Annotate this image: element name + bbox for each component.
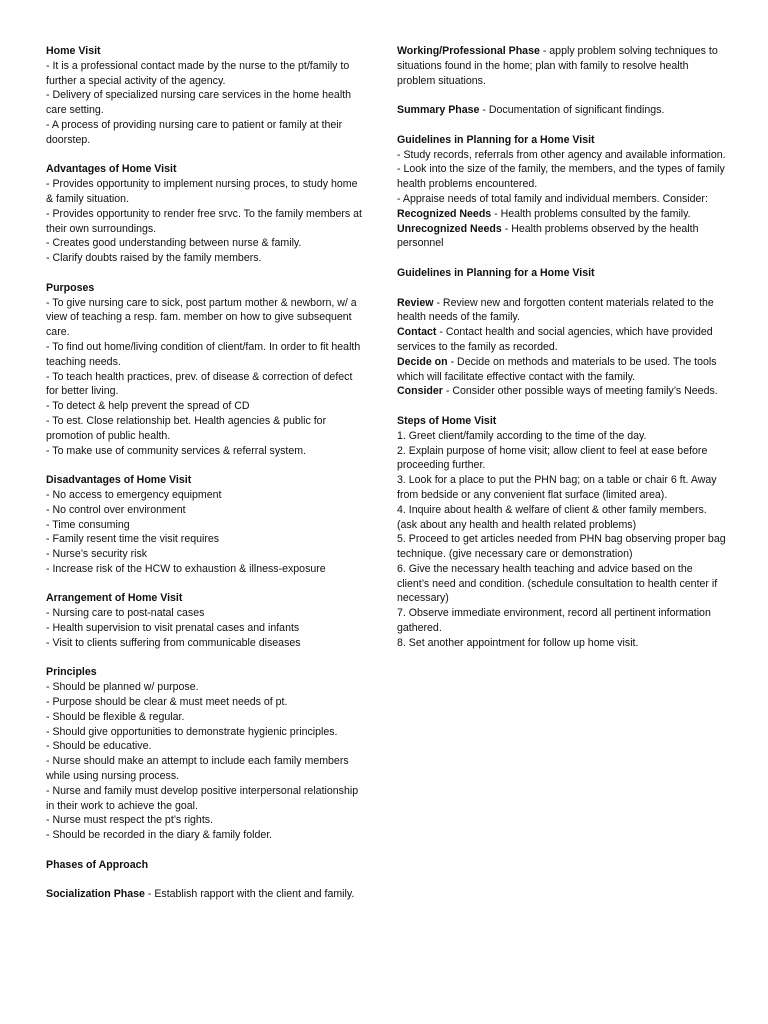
list-item: - Should give opportunities to demonstrate hygienic principles.: [46, 725, 338, 738]
list-item: - Appraise needs of total family and individual members. Consider:: [397, 192, 708, 205]
list-item: - Nurse’s security risk: [46, 548, 148, 561]
list-item: - Should be recorded in the diary & family folder.: [46, 829, 273, 842]
list-item: 3. Look for a place to put the PHN bag; on a table or chair 6 ft. Away from bedside or any convenient flat surface (limited area).: [397, 474, 717, 501]
section-steps: [397, 414, 727, 651]
section-phases: [46, 858, 364, 873]
list-item: - No access to emergency equipment: [46, 488, 222, 501]
list-item: - To teach health practices, prev. of disease & correction of defect for better living.: [46, 370, 353, 398]
section-arrangement: [46, 591, 364, 650]
recognized-needs: [397, 207, 727, 222]
guideline-decide-on: [397, 355, 727, 385]
list-item: 6. Give the necessary health teaching and advice based on the client’s need and condition. (schedule consultation to health center if necessary): [397, 562, 718, 605]
list-item: - To est. Close relationship bet. Health agencies & public for promotion of public health.: [46, 414, 327, 442]
working-phase: [397, 44, 727, 88]
term-socialization: Socialization Phase: [46, 888, 145, 901]
heading-disadvantages: Disadvantages of Home Visit: [46, 474, 192, 487]
section-guidelines-2-items: [397, 296, 727, 400]
term-decide-on: Decide on: [397, 355, 448, 368]
right-column: [397, 44, 727, 665]
section-summary: [397, 103, 727, 118]
heading-principles: Principles: [46, 666, 97, 679]
list-item: - Delivery of specialized nursing care services in the home health care setting.: [46, 89, 352, 117]
heading-arrangement: Arrangement of Home Visit: [46, 592, 183, 605]
socialization-phase: [46, 887, 364, 902]
definition-working: - apply problem solving techniques to situations found in the home; plan with family to resolve health problem situations.: [397, 45, 718, 87]
heading-phases: Phases of Approach: [46, 858, 149, 871]
heading-guidelines-2: Guidelines in Planning for a Home Visit: [397, 266, 595, 279]
list-item: - Provides opportunity to render free srvc. To the family members at their own surroundings.: [46, 207, 362, 235]
list-item: - Health supervision to visit prenatal cases and infants: [46, 622, 300, 635]
list-item: - To give nursing care to sick, post partum mother & newborn, w/ a view of teaching a resp. fam. member on how to give subsequent care.: [46, 296, 357, 339]
list-item: - Time consuming: [46, 518, 130, 531]
list-item: - To make use of community services & referral system.: [46, 444, 307, 457]
list-item: - Nurse must respect the pt’s rights.: [46, 814, 214, 827]
section-disadvantages: [46, 473, 364, 577]
left-column: [46, 44, 364, 917]
list-item: - No control over environment: [46, 503, 186, 516]
list-item: - Visit to clients suffering from communicable diseases: [46, 636, 301, 649]
list-item: - To find out home/living condition of client/fam. In order to fit health teaching needs.: [46, 340, 361, 368]
list-item: - Should be flexible & regular.: [46, 710, 185, 723]
list-item: 4. Inquire about health & welfare of client & other family members. (ask about any health and health related problems): [397, 503, 707, 531]
heading-guidelines-1: Guidelines in Planning for a Home Visit: [397, 133, 595, 146]
guideline-consider: [397, 384, 727, 399]
definition-recognized-needs: - Health problems consulted by the family.: [491, 207, 691, 220]
list-item: - Look into the size of the family, the members, and the types of family health problems encountered.: [397, 163, 725, 191]
list-item: - Study records, referrals from other agency and available information.: [397, 148, 726, 161]
term-working: Working/Professional Phase: [397, 45, 540, 57]
list-item: 7. Observe immediate environment, record all pertinent information gathered.: [397, 607, 711, 635]
list-item: - Clarify doubts raised by the family members.: [46, 252, 262, 265]
list-item: - Should be planned w/ purpose.: [46, 681, 199, 694]
definition-contact: - Contact health and social agencies, which have provided services to the family as recorded.: [397, 326, 713, 353]
term-contact: Contact: [397, 326, 437, 339]
section-purposes: [46, 281, 364, 459]
list-item: - Increase risk of the HCW to exhaustion & illness-exposure: [46, 562, 326, 575]
term-unrecognized-needs: Unrecognized Needs: [397, 222, 502, 235]
section-guidelines-2: [397, 266, 727, 281]
heading-advantages: Advantages of Home Visit: [46, 163, 177, 176]
list-item: - It is a professional contact made by the nurse to the pt/family to further a special activity of the agency.: [46, 59, 350, 87]
list-item: - Provides opportunity to implement nursing proces, to study home & family situation.: [46, 178, 358, 205]
definition-consider: - Consider other possible ways of meeting family’s Needs.: [442, 385, 718, 398]
list-item: 2. Explain purpose of home visit; allow client to feel at ease before proceeding further.: [397, 444, 708, 472]
definition-decide-on: - Decide on methods and materials to be used. The tools which will facilitate effective contact with the family.: [397, 355, 717, 383]
list-item: - To detect & help prevent the spread of CD: [46, 400, 250, 413]
list-item: - Nurse should make an attempt to include each family members while using nursing process.: [46, 755, 349, 783]
heading-purposes: Purposes: [46, 281, 95, 294]
section-working: [397, 44, 727, 88]
heading-steps: Steps of Home Visit: [397, 414, 497, 427]
list-item: 1. Greet client/family according to the time of the day.: [397, 429, 647, 442]
list-item: - Purpose should be clear & must meet needs of pt.: [46, 696, 288, 709]
term-recognized-needs: Recognized Needs: [397, 207, 492, 220]
unrecognized-needs: [397, 222, 727, 252]
list-item: 8. Set another appointment for follow up home visit.: [397, 636, 639, 649]
definition-summary: - Documentation of significant findings.: [479, 104, 665, 117]
section-principles: [46, 665, 364, 843]
definition-review: - Review new and forgotten content materials related to the health needs of the family.: [397, 296, 714, 324]
term-consider: Consider: [397, 385, 443, 398]
list-item: - Creates good understanding between nurse & family.: [46, 237, 302, 250]
list-item: 5. Proceed to get articles needed from PHN bag observing proper bag technique. (give necessary care or demonstration): [397, 533, 726, 561]
list-item: - A process of providing nursing care to patient or family at their doorstep.: [46, 118, 343, 146]
definition-unrecognized-needs: - Health problems observed by the health personnel: [397, 222, 699, 250]
guideline-review: [397, 296, 727, 326]
list-item: - Family resent time the visit requires: [46, 533, 220, 546]
heading-home-visit: Home Visit: [46, 45, 101, 57]
summary-phase: [397, 103, 727, 118]
list-item: - Should be educative.: [46, 740, 152, 753]
guideline-contact: [397, 325, 727, 355]
list-item: - Nursing care to post-natal cases: [46, 607, 205, 620]
term-review: Review: [397, 296, 434, 309]
list-item: - Nurse and family must develop positive interpersonal relationship in their work to achieve the goal.: [46, 784, 359, 812]
section-guidelines-1: [397, 133, 727, 251]
term-summary: Summary Phase: [397, 104, 480, 117]
section-socialization: [46, 887, 364, 902]
section-home-visit: [46, 44, 364, 148]
definition-socialization: - Establish rapport with the client and family.: [144, 888, 355, 901]
section-advantages: [46, 162, 364, 266]
